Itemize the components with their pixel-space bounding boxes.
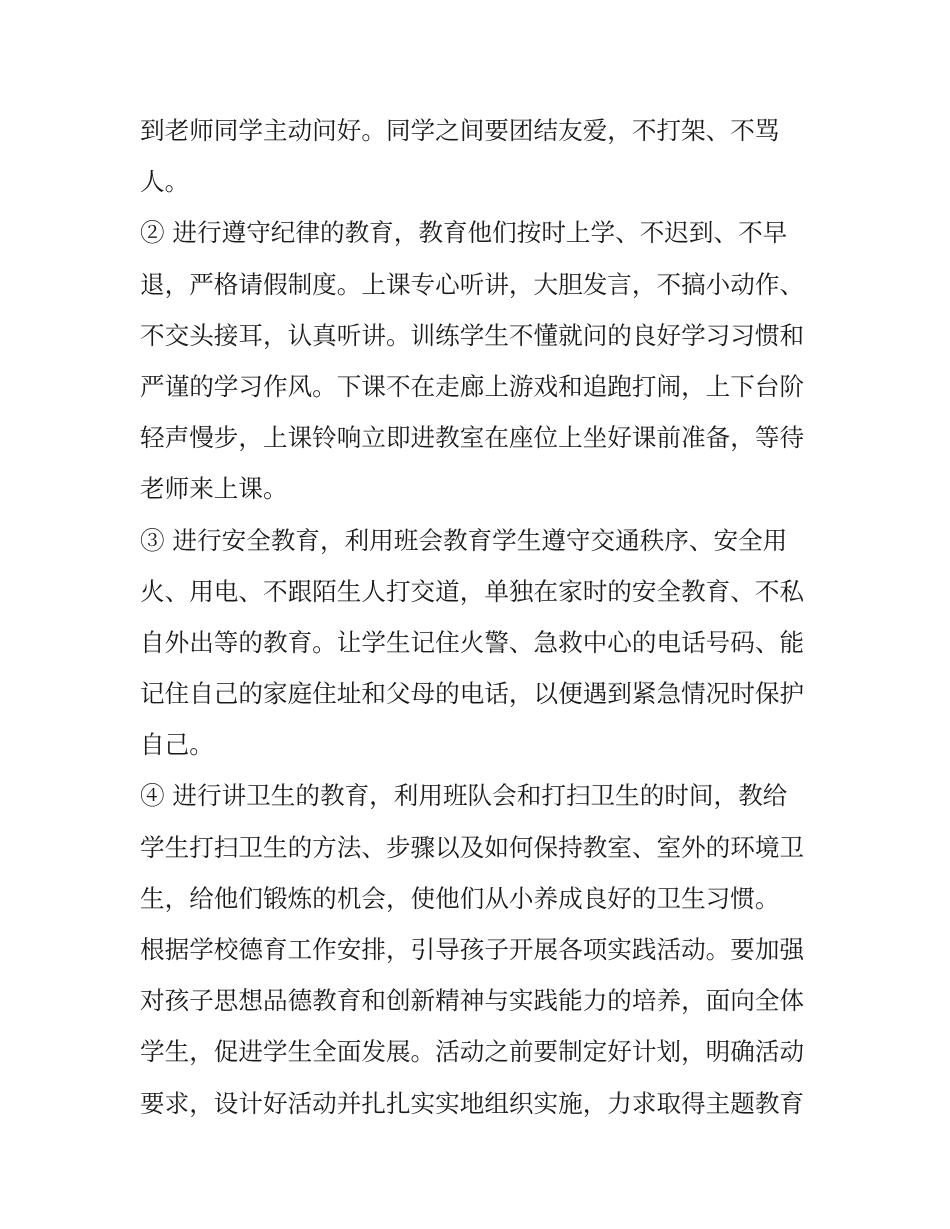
text-line-8: 老师来上课。 [140, 474, 288, 504]
text-line-14: ④ 进行讲卫生的教育，利用班队会和打扫卫生的时间，教给 [140, 781, 788, 811]
text-line-17: 根据学校德育工作安排，引导孩子开展各项实践活动。要加强 [140, 935, 805, 964]
text-line-9: ③ 进行安全教育，利用班会教育学生遵守交通秩序、安全用 [140, 525, 788, 555]
text-line-5: 不交头接耳，认真听讲。训练学生不懂就问的良好学习习惯和 [140, 320, 805, 350]
text-line-6: 严谨的学习作风。下课不在走廊上游戏和追跑打闹，上下台阶 [140, 371, 805, 401]
text-line-19: 学生，促进学生全面发展。活动之前要制定好计划，明确活动 [140, 1037, 805, 1067]
text-line-11: 自外出等的教育。让学生记住火警、急救中心的电话号码、能 [140, 627, 805, 657]
document-body [140, 105, 840, 1129]
text-line-10: 火、用电、不跟陌生人打交道，单独在家时的安全教育、不私 [140, 576, 805, 606]
text-line-20: 要求，设计好活动并扎扎实实地组织实施，力求取得主题教育 [140, 1088, 805, 1118]
text-line-2: 人。 [140, 167, 190, 197]
text-line-4: 退，严格请假制度。上课专心听讲，大胆发言，不搞小动作、 [140, 269, 805, 299]
text-line-15: 学生打扫卫生的方法、步骤以及如何保持教室、室外的环境卫 [140, 832, 805, 862]
text-line-7: 轻声慢步，上课铃响立即进教室在座位上坐好课前准备，等待 [140, 423, 805, 453]
text-line-3: ② 进行遵守纪律的教育，教育他们按时上学、不迟到、不早 [140, 218, 788, 248]
text-line-13: 自己。 [140, 730, 214, 760]
text-line-1: 到老师同学主动问好。同学之间要团结友爱，不打架、不骂 [140, 116, 780, 145]
text-line-16: 生，给他们锻炼的机会，使他们从小养成良好的卫生习惯。 [140, 883, 780, 913]
text-line-18: 对孩子思想品德教育和创新精神与实践能力的培养，面向全体 [140, 986, 805, 1016]
text-line-12: 记住自己的家庭住址和父母的电话，以便遇到紧急情况时保护 [140, 679, 805, 709]
